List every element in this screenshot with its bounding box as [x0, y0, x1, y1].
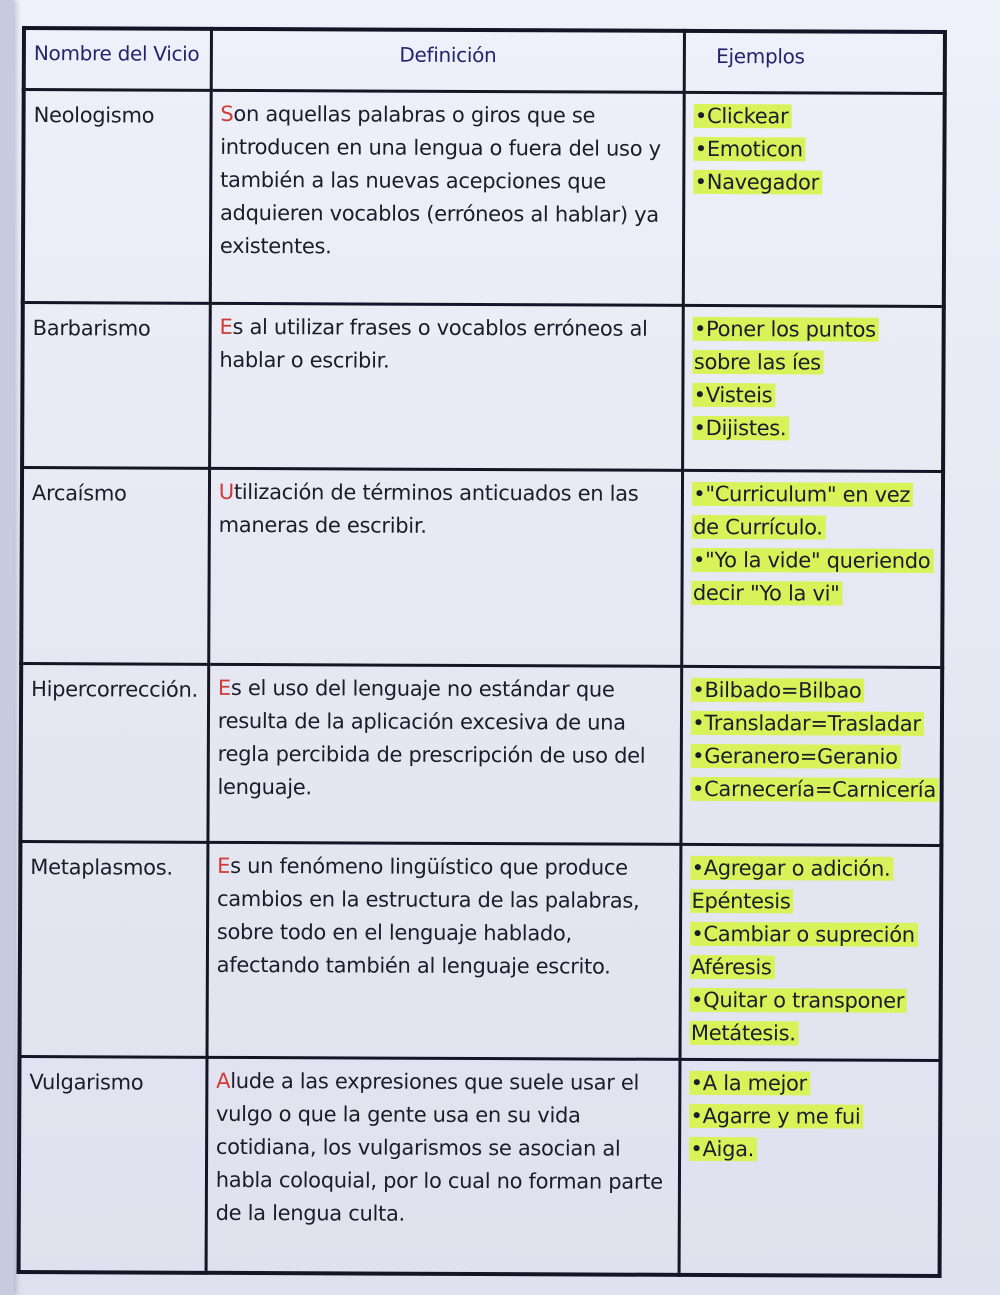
table-row: [19, 1056, 941, 1275]
vice-examples: [683, 305, 944, 471]
example-item: [689, 1133, 930, 1167]
header-examples: Ejemplos: [685, 31, 945, 94]
definition-text: s el uso del lenguaje no estándar que resulta de la aplicación excesiva de una regla percibida de prescripción de uso del lenguaje.: [217, 675, 646, 800]
example-item: [694, 100, 935, 134]
definition-initial: U: [218, 479, 234, 504]
example-text: •Dijistes.: [693, 416, 790, 440]
vice-name: Metaplasmos.: [20, 842, 208, 1058]
table-row: [22, 303, 944, 472]
definition-text: lude a las expresiones que suele usar el vulgo o que la gente usa en su vida cotidiana, los vulgarismos se asocian al habla coloquial, por lo cual no forman parte de la lengua culta.: [215, 1068, 663, 1226]
example-item: [694, 133, 935, 167]
vice-name: Hipercorrección.: [20, 664, 208, 843]
example-item: [690, 984, 931, 1051]
example-item: [691, 740, 932, 774]
vices-table: [17, 26, 947, 1278]
example-item: [689, 1100, 930, 1134]
example-text: •Transladar=Trasladar: [691, 711, 924, 736]
example-text: •Bilbado=Bilbao: [691, 678, 864, 703]
vice-definition: [208, 664, 682, 844]
example-text: •Visteis: [693, 383, 776, 407]
vice-definition: [207, 842, 681, 1059]
table-row: [20, 842, 942, 1061]
definition-initial: A: [216, 1068, 231, 1093]
definition-initial: E: [217, 853, 231, 878]
example-text: •Poner los puntos sobre las íes: [693, 317, 879, 375]
example-text: •Agregar o adición. Epéntesis: [690, 856, 893, 913]
vice-examples: [680, 844, 941, 1060]
vice-definition: [209, 468, 683, 666]
example-text: •Navegador: [694, 170, 822, 195]
definition-text: s un fenómeno lingüístico que produce cambios en la estructura de las palabras, sobre todo en el lenguaje hablado, afectando también al lenguaje escrito.: [216, 853, 640, 979]
example-item: [690, 918, 931, 985]
example-item: [691, 773, 937, 807]
example-text: •Agarre y me fui: [690, 1104, 864, 1129]
definition-text: tilización de términos anticuados en las maneras de escribir.: [218, 479, 639, 538]
vice-name: Arcaísmo: [21, 468, 209, 665]
example-item: [692, 412, 933, 446]
example-item: [691, 674, 932, 708]
definition-initial: E: [219, 314, 233, 339]
vice-name: Vulgarismo: [19, 1056, 207, 1272]
example-item: [691, 707, 932, 741]
vice-examples: [681, 666, 942, 845]
header-name: Nombre del Vicio: [24, 28, 212, 90]
vice-definition: [210, 90, 684, 305]
example-item: [690, 852, 931, 919]
example-item: [694, 166, 935, 200]
example-item: [692, 478, 933, 545]
example-text: •A la mejor: [690, 1071, 810, 1096]
page-edge: [0, 0, 14, 1295]
example-text: •Cambiar o supreción Aféresis: [690, 922, 918, 979]
header-definition: Definición: [211, 29, 685, 93]
definition-text: s al utilizar frases o vocablos erróneos al hablar o escribir.: [219, 314, 648, 373]
example-text: •"Curriculum" en vez de Currículo.: [692, 482, 913, 540]
example-item: [693, 313, 934, 380]
example-text: •Emoticon: [694, 137, 806, 161]
table-row: [20, 664, 942, 846]
vice-name: Neologismo: [23, 90, 211, 304]
vice-examples: [684, 92, 945, 306]
example-text: •Clickear: [694, 104, 792, 128]
example-text: •Aiga.: [689, 1137, 757, 1161]
vice-name: Barbarismo: [22, 303, 210, 469]
vice-examples: [682, 470, 943, 667]
example-text: •Quitar o transponer Metátesis.: [690, 988, 907, 1045]
definition-initial: S: [220, 101, 234, 126]
definition-text: on aquellas palabras o giros que se introducen en una lengua o fuera del uso y también a las nuevas acepciones que adquieren vocablos (erróneos al hablar) ya existentes.: [219, 101, 661, 259]
header-row: [24, 28, 945, 94]
example-item: [692, 544, 933, 611]
example-item: [690, 1067, 931, 1101]
example-text: •Carnecería=Carnicería: [691, 777, 939, 802]
example-item: [693, 379, 934, 413]
vice-definition: [206, 1057, 680, 1274]
example-text: •"Yo la vide" queriendo decir "Yo la vi": [692, 548, 934, 606]
vice-examples: [679, 1059, 940, 1275]
table-row: [21, 468, 943, 668]
vice-definition: [209, 303, 683, 470]
definition-initial: E: [217, 675, 231, 700]
example-text: •Geranero=Geranio: [691, 744, 901, 769]
table-row: [23, 90, 945, 307]
